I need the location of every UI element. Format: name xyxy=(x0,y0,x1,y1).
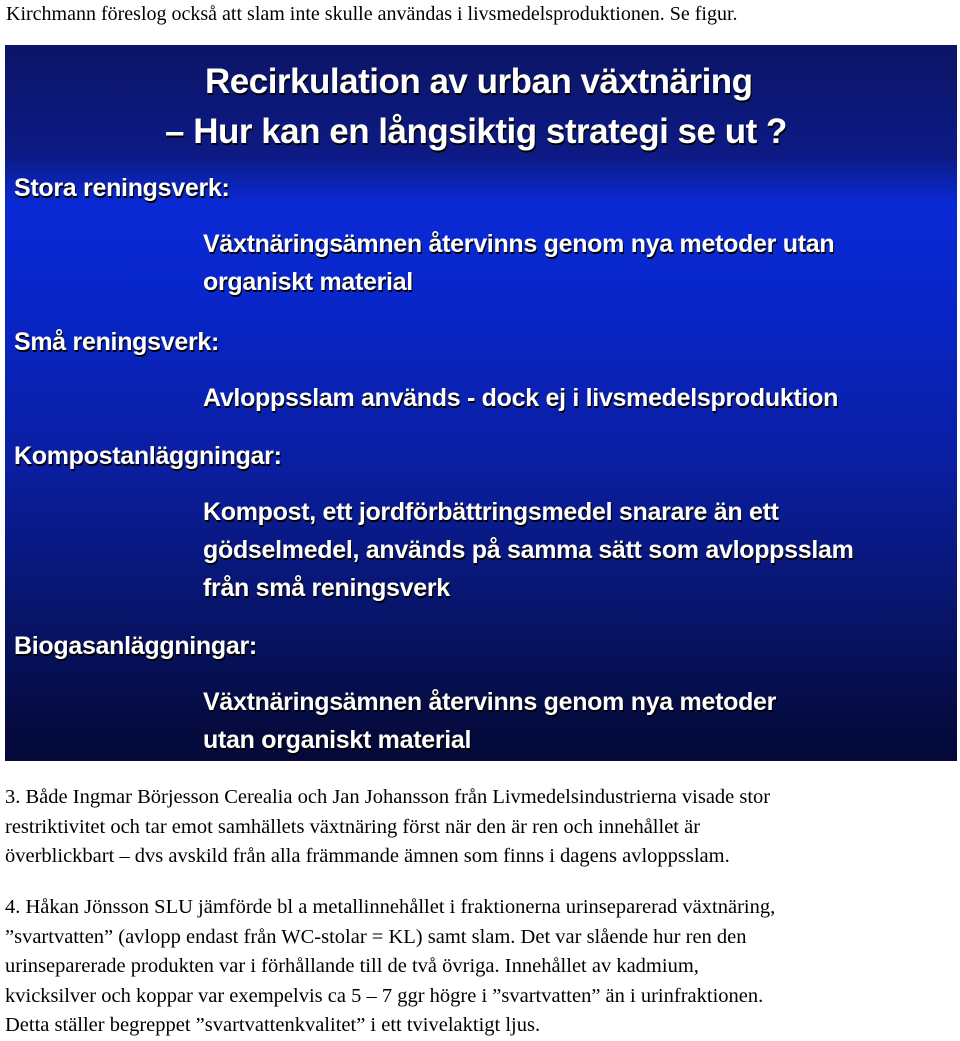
paragraph-line: kvicksilver och koppar var exempelvis ca 5 – 7 ggr högre i ”svartvatten” än i urinfraktionen. xyxy=(5,984,764,1007)
intro-text: Kirchmann föreslog också att slam inte skulle användas i livsmedelsproduktionen. Se figur. xyxy=(6,3,738,25)
section-desc-line: Avloppsslam används - dock ej i livsmedelsproduktion xyxy=(203,384,839,412)
section-desc-biogasanlaggningar xyxy=(203,683,776,759)
slide-figure xyxy=(5,45,957,761)
paragraph-line: 4. Håkan Jönsson SLU jämförde bl a metallinnehållet i fraktionerna urinseparerad växtnäring, xyxy=(5,896,776,918)
paragraph-line: 3. Både Ingmar Börjesson Cerealia och Jan Johansson från Livmedelsindustrierna visade stor xyxy=(5,786,771,808)
section-desc-line: Växtnäringsämnen återvinns genom nya metoder xyxy=(203,688,777,716)
section-desc-stora-reningsverk xyxy=(203,225,834,301)
section-desc-line: organiskt material xyxy=(203,268,413,296)
section-desc-line: gödselmedel, används på samma sätt som avloppsslam xyxy=(203,536,854,564)
slide-title-line-2: – Hur kan en långsiktig strategi se ut ? xyxy=(165,112,787,151)
section-heading-biogasanlaggningar: Biogasanläggningar: xyxy=(14,632,257,660)
section-heading-sma-reningsverk: Små reningsverk: xyxy=(14,328,220,356)
section-desc-line: Kompost, ett jordförbättringsmedel snarare än ett xyxy=(203,498,779,526)
paragraph-4 xyxy=(5,893,955,1041)
paragraph-line: restriktivitet och tar emot samhällets växtnäring först när den är ren och innehållet är xyxy=(5,815,701,838)
section-heading-kompostanlaggningar: Kompostanläggningar: xyxy=(14,442,282,470)
paragraph-3 xyxy=(5,783,955,872)
section-desc-sma-reningsverk xyxy=(203,379,838,417)
paragraph-line: ”svartvatten” (avlopp endast från WC-stolar = KL) samt slam. Det var slående hur ren den xyxy=(5,925,747,948)
section-desc-line: utan organiskt material xyxy=(203,726,472,754)
slide-title xyxy=(165,57,787,157)
paragraph-line: Detta ställer begreppet ”svartvattenkvalitet” i ett tvivelaktigt ljus. xyxy=(5,1014,541,1036)
slide-title-line-1: Recirkulation av urban växtnäring xyxy=(205,62,753,101)
section-desc-line: från små reningsverk xyxy=(203,574,450,602)
paragraph-line: överblickbart – dvs avskild från alla främmande ämnen som finns i dagens avloppsslam. xyxy=(5,845,730,867)
section-desc-kompostanlaggningar xyxy=(203,493,854,607)
section-heading-stora-reningsverk: Stora reningsverk: xyxy=(14,174,230,202)
paragraph-line: urinseparerade produkten var i förhållande till de två övriga. Innehållet av kadmium, xyxy=(5,955,699,977)
section-desc-line: Växtnäringsämnen återvinns genom nya metoder utan xyxy=(203,230,835,258)
